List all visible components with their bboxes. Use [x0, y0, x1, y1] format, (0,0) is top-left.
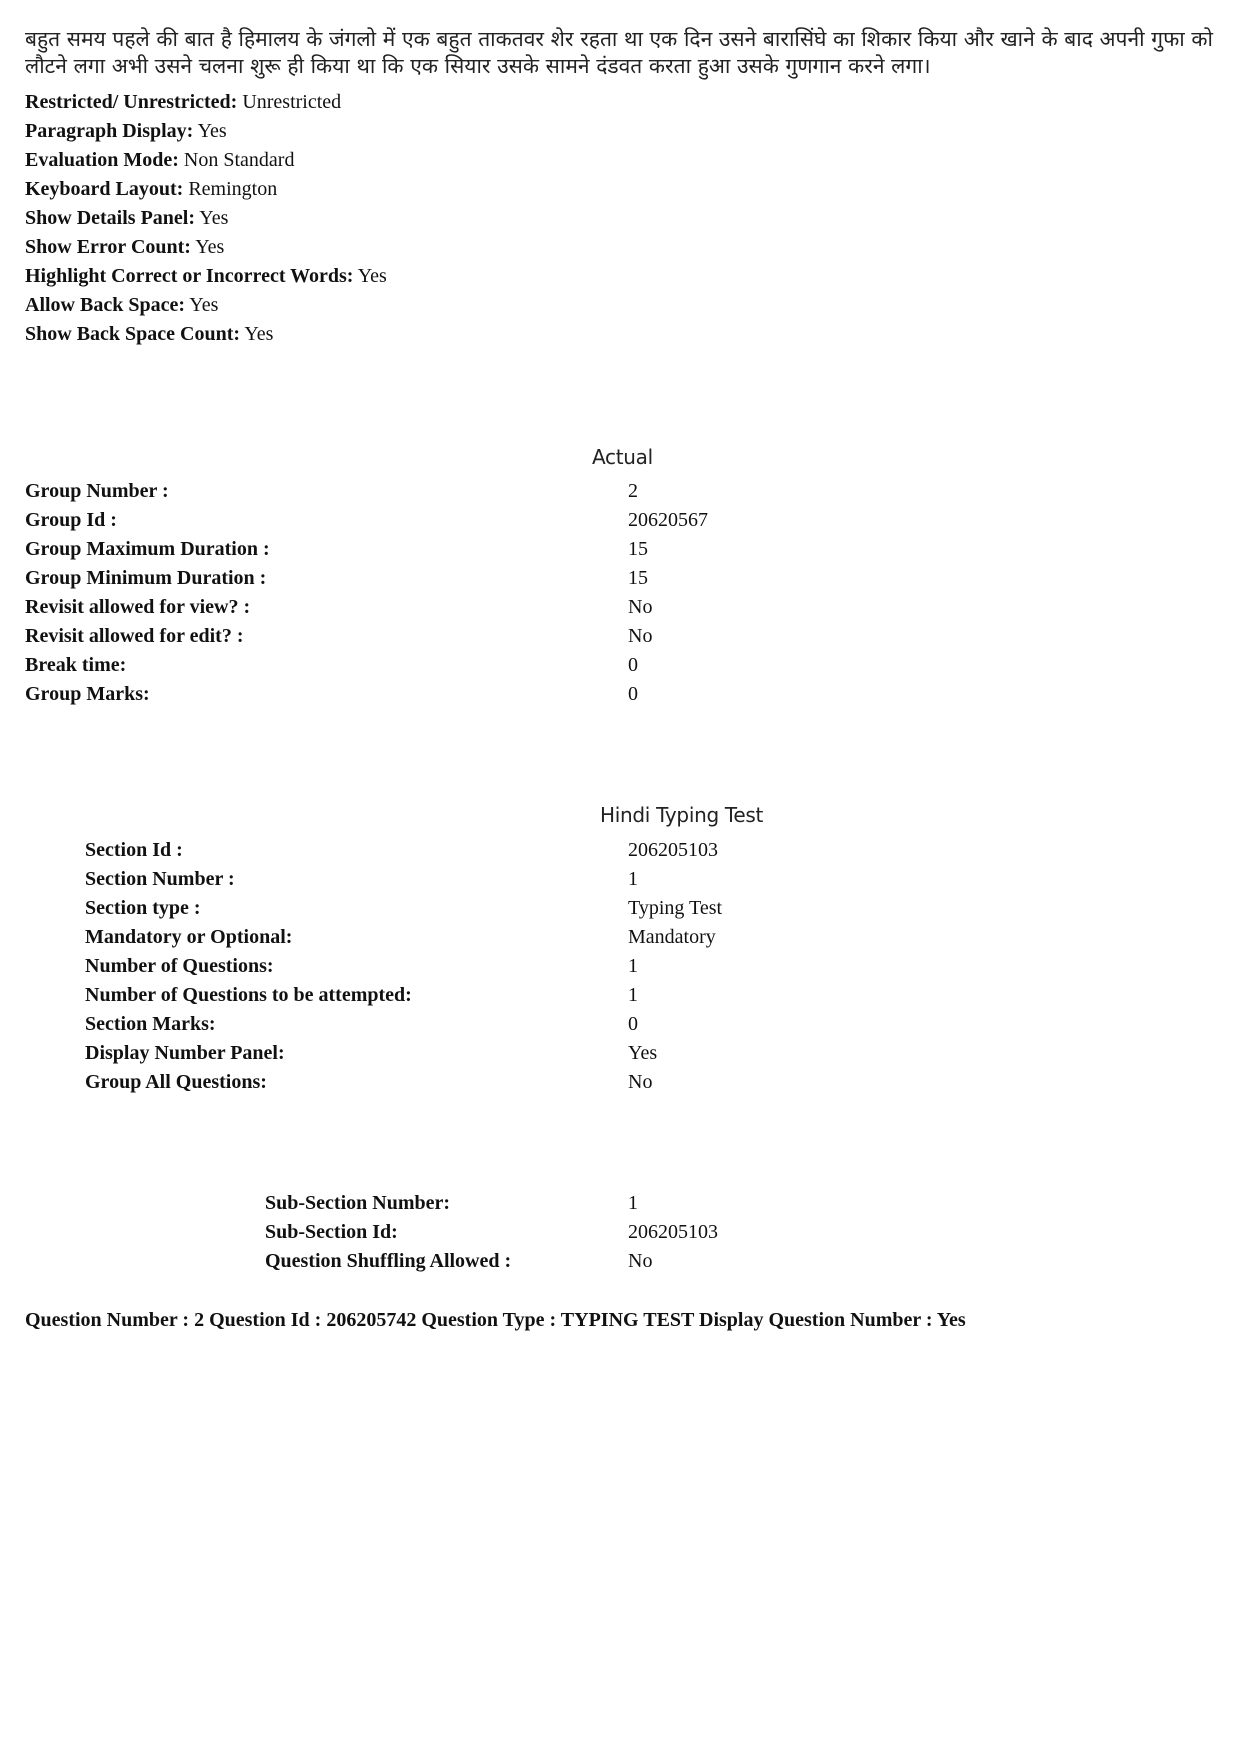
setting-label: Restricted/ Unrestricted: — [25, 91, 238, 113]
section-row — [85, 865, 985, 894]
section-row — [85, 1068, 985, 1097]
setting-label: Show Back Space Count: — [25, 323, 241, 345]
question-info-line: Question Number : 2 Question Id : 206205742 Question Type : TYPING TEST Display Question Number : Yes — [25, 1309, 966, 1331]
setting-row — [25, 117, 387, 146]
subsection-row — [265, 1189, 965, 1218]
group-row — [25, 680, 925, 709]
group-row — [25, 564, 925, 593]
subsection-value: 1 — [628, 1192, 638, 1214]
section-label: Section Number : — [85, 868, 235, 890]
subsection-value: No — [628, 1250, 653, 1272]
section-row — [85, 981, 985, 1010]
setting-label: Show Details Panel: — [25, 207, 195, 229]
group-row — [25, 477, 925, 506]
section-value: Typing Test — [628, 897, 723, 919]
section-label: Section Id : — [85, 839, 183, 861]
setting-label: Highlight Correct or Incorrect Words: — [25, 265, 354, 287]
group-value: No — [628, 596, 653, 618]
setting-value: Yes — [189, 294, 219, 316]
section-value: 0 — [628, 1013, 638, 1035]
section-row — [85, 1010, 985, 1039]
section-row — [85, 836, 985, 865]
setting-row — [25, 88, 387, 117]
setting-value: Non Standard — [183, 149, 295, 171]
section-value: 1 — [628, 984, 638, 1006]
group-value: 20620567 — [628, 509, 708, 531]
setting-value: Yes — [197, 120, 227, 142]
setting-value: Unrestricted — [242, 91, 342, 113]
setting-label: Allow Back Space: — [25, 294, 185, 316]
setting-label: Paragraph Display: — [25, 120, 194, 142]
group-details — [25, 477, 925, 709]
setting-row — [25, 175, 387, 204]
group-label: Group Id : — [25, 509, 117, 531]
setting-row — [25, 320, 387, 349]
settings-list — [25, 88, 387, 349]
section-row — [85, 894, 985, 923]
setting-value: Yes — [244, 323, 274, 345]
setting-row — [25, 204, 387, 233]
section-value: Yes — [628, 1042, 658, 1064]
setting-label: Keyboard Layout: — [25, 178, 184, 200]
subsection-label: Sub-Section Id: — [265, 1221, 398, 1243]
section-value: 206205103 — [628, 839, 718, 861]
group-row — [25, 535, 925, 564]
section-details — [85, 836, 985, 1097]
section-value: 1 — [628, 955, 638, 977]
section-value: No — [628, 1071, 653, 1093]
section-heading: Hindi Typing Test — [600, 803, 764, 827]
hindi-passage: बहुत समय पहले की बात है हिमालय के जंगलो में एक बहुत ताकतवर शेर रहता था एक दिन उसने बारासिंघे का शिकार किया और खाने के बाद अपनी गुफा को लौटने लगा अभी उसने चलना शुरू ही किया था कि एक सियार उसके सामने दंडवत करता हुआ उसके गुणगान करने लगा। — [25, 27, 1213, 78]
section-value: 1 — [628, 868, 638, 890]
group-value: 0 — [628, 683, 638, 705]
group-heading: Actual — [592, 445, 653, 469]
section-label: Display Number Panel: — [85, 1042, 285, 1064]
group-label: Break time: — [25, 654, 127, 676]
subsection-row — [265, 1247, 965, 1276]
group-row — [25, 506, 925, 535]
group-label: Revisit allowed for edit? : — [25, 625, 244, 647]
group-value: 2 — [628, 480, 638, 502]
section-value: Mandatory — [628, 926, 716, 948]
setting-row — [25, 146, 387, 175]
section-row — [85, 1039, 985, 1068]
setting-value: Yes — [195, 236, 225, 258]
setting-value: Yes — [357, 265, 387, 287]
section-label: Section Marks: — [85, 1013, 216, 1035]
subsection-details — [265, 1189, 965, 1276]
group-row — [25, 622, 925, 651]
group-value: 0 — [628, 654, 638, 676]
subsection-row — [265, 1218, 965, 1247]
group-value: 15 — [628, 567, 648, 589]
setting-row — [25, 233, 387, 262]
group-label: Revisit allowed for view? : — [25, 596, 251, 618]
setting-row — [25, 291, 387, 320]
group-label: Group Minimum Duration : — [25, 567, 267, 589]
subsection-label: Sub-Section Number: — [265, 1192, 451, 1214]
section-label: Mandatory or Optional: — [85, 926, 293, 948]
setting-row — [25, 262, 387, 291]
group-label: Group Maximum Duration : — [25, 538, 270, 560]
section-label: Number of Questions: — [85, 955, 274, 977]
setting-label: Show Error Count: — [25, 236, 191, 258]
group-label: Group Number : — [25, 480, 169, 502]
setting-value: Remington — [188, 178, 278, 200]
group-label: Group Marks: — [25, 683, 150, 705]
group-row — [25, 651, 925, 680]
group-row — [25, 593, 925, 622]
group-value: 15 — [628, 538, 648, 560]
group-value: No — [628, 625, 653, 647]
subsection-value: 206205103 — [628, 1221, 718, 1243]
section-row — [85, 952, 985, 981]
subsection-label: Question Shuffling Allowed : — [265, 1250, 512, 1272]
section-label: Number of Questions to be attempted: — [85, 984, 412, 1006]
setting-value: Yes — [199, 207, 229, 229]
section-row — [85, 923, 985, 952]
section-label: Section type : — [85, 897, 201, 919]
section-label: Group All Questions: — [85, 1071, 267, 1093]
setting-label: Evaluation Mode: — [25, 149, 179, 171]
